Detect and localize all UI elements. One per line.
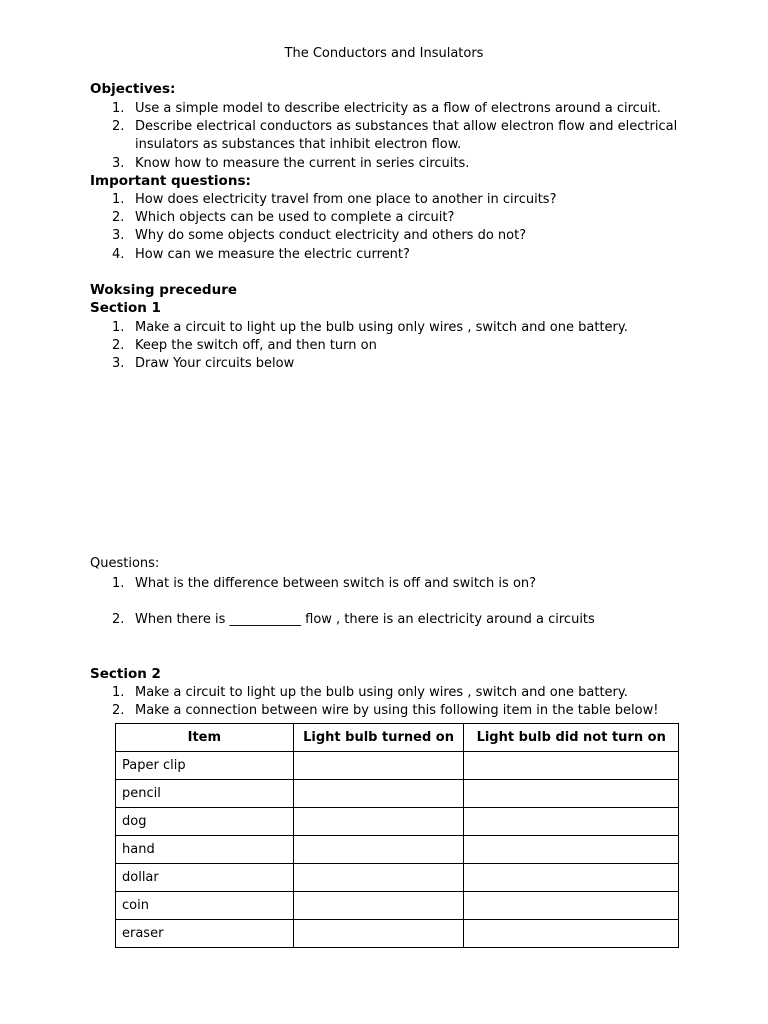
item-cell: hand <box>116 836 294 864</box>
table-row <box>116 808 679 836</box>
not-turn-on-cell[interactable] <box>464 752 679 780</box>
questions-list <box>90 575 690 593</box>
column-header-turned-on: Light bulb turned on <box>293 724 464 752</box>
list-item: 2. When there is ___________ flow , there is an electricity around a circuits <box>112 612 595 627</box>
turned-on-cell[interactable] <box>293 920 464 948</box>
list-item: 1. What is the difference between switch is off and switch is on? <box>112 576 537 591</box>
list-item: 1. Make a circuit to light up the bulb using only wires , switch and one battery. <box>112 685 628 700</box>
list-item: 3. Know how to measure the current in series circuits. <box>112 155 470 171</box>
page-title: The Conductors and Insulators <box>284 46 484 61</box>
questions-heading: Questions: <box>90 556 160 571</box>
section1-heading: Section 1 <box>90 300 161 316</box>
item-cell: dog <box>116 808 294 836</box>
turned-on-cell[interactable] <box>293 780 464 808</box>
objectives-list <box>90 100 690 173</box>
objectives-heading: Objectives: <box>90 81 176 97</box>
list-item: 1. How does electricity travel from one place to another in circuits? <box>112 192 557 207</box>
table-row <box>116 892 679 920</box>
list-item: 2. Keep the switch off, and then turn on <box>112 338 377 354</box>
table-row <box>116 752 679 780</box>
table-row <box>116 836 679 864</box>
turned-on-cell[interactable] <box>293 892 464 920</box>
not-turn-on-cell[interactable] <box>464 836 679 864</box>
section1-list <box>90 319 690 374</box>
procedure-heading: Woksing precedure <box>90 282 238 298</box>
not-turn-on-cell[interactable] <box>464 780 679 808</box>
item-cell: eraser <box>116 920 294 948</box>
important-questions-heading: Important questions: <box>90 173 251 189</box>
turned-on-cell[interactable] <box>293 752 464 780</box>
column-header-not-turn-on: Light bulb did not turn on <box>464 724 679 752</box>
questions-list-2 <box>90 611 690 629</box>
list-item: 4. How can we measure the electric current? <box>112 246 410 262</box>
table-row <box>116 920 679 948</box>
not-turn-on-cell[interactable] <box>464 808 679 836</box>
table-row <box>116 864 679 892</box>
turned-on-cell[interactable] <box>293 836 464 864</box>
list-item: 2. Make a connection between wire by using this following item in the table below! <box>112 703 659 719</box>
section2-list <box>90 684 690 720</box>
not-turn-on-cell[interactable] <box>464 892 679 920</box>
list-item: 2. Which objects can be used to complete a circuit? <box>112 210 455 226</box>
table-row <box>116 780 679 808</box>
list-item: 3. Why do some objects conduct electricity and others do not? <box>112 228 527 244</box>
not-turn-on-cell[interactable] <box>464 864 679 892</box>
list-item: 1. Use a simple model to describe electricity as a flow of electrons around a circuit. <box>112 101 661 116</box>
list-item: 1. Make a circuit to light up the bulb using only wires , switch and one battery. <box>112 320 628 335</box>
item-cell: Paper clip <box>116 752 294 780</box>
section2-heading: Section 2 <box>90 666 161 682</box>
important-questions-list <box>90 191 690 264</box>
list-item: 3. Draw Your circuits below <box>112 356 295 372</box>
table-header-row <box>116 724 679 752</box>
item-cell: coin <box>116 892 294 920</box>
items-table <box>115 723 679 948</box>
item-cell: dollar <box>116 864 294 892</box>
item-cell: pencil <box>116 780 294 808</box>
not-turn-on-cell[interactable] <box>464 920 679 948</box>
turned-on-cell[interactable] <box>293 864 464 892</box>
turned-on-cell[interactable] <box>293 808 464 836</box>
column-header-item: Item <box>116 724 294 752</box>
list-item: 2. Describe electrical conductors as substances that allow electron flow and electrical insulators as substances that inhibit electron flow. <box>112 119 678 153</box>
